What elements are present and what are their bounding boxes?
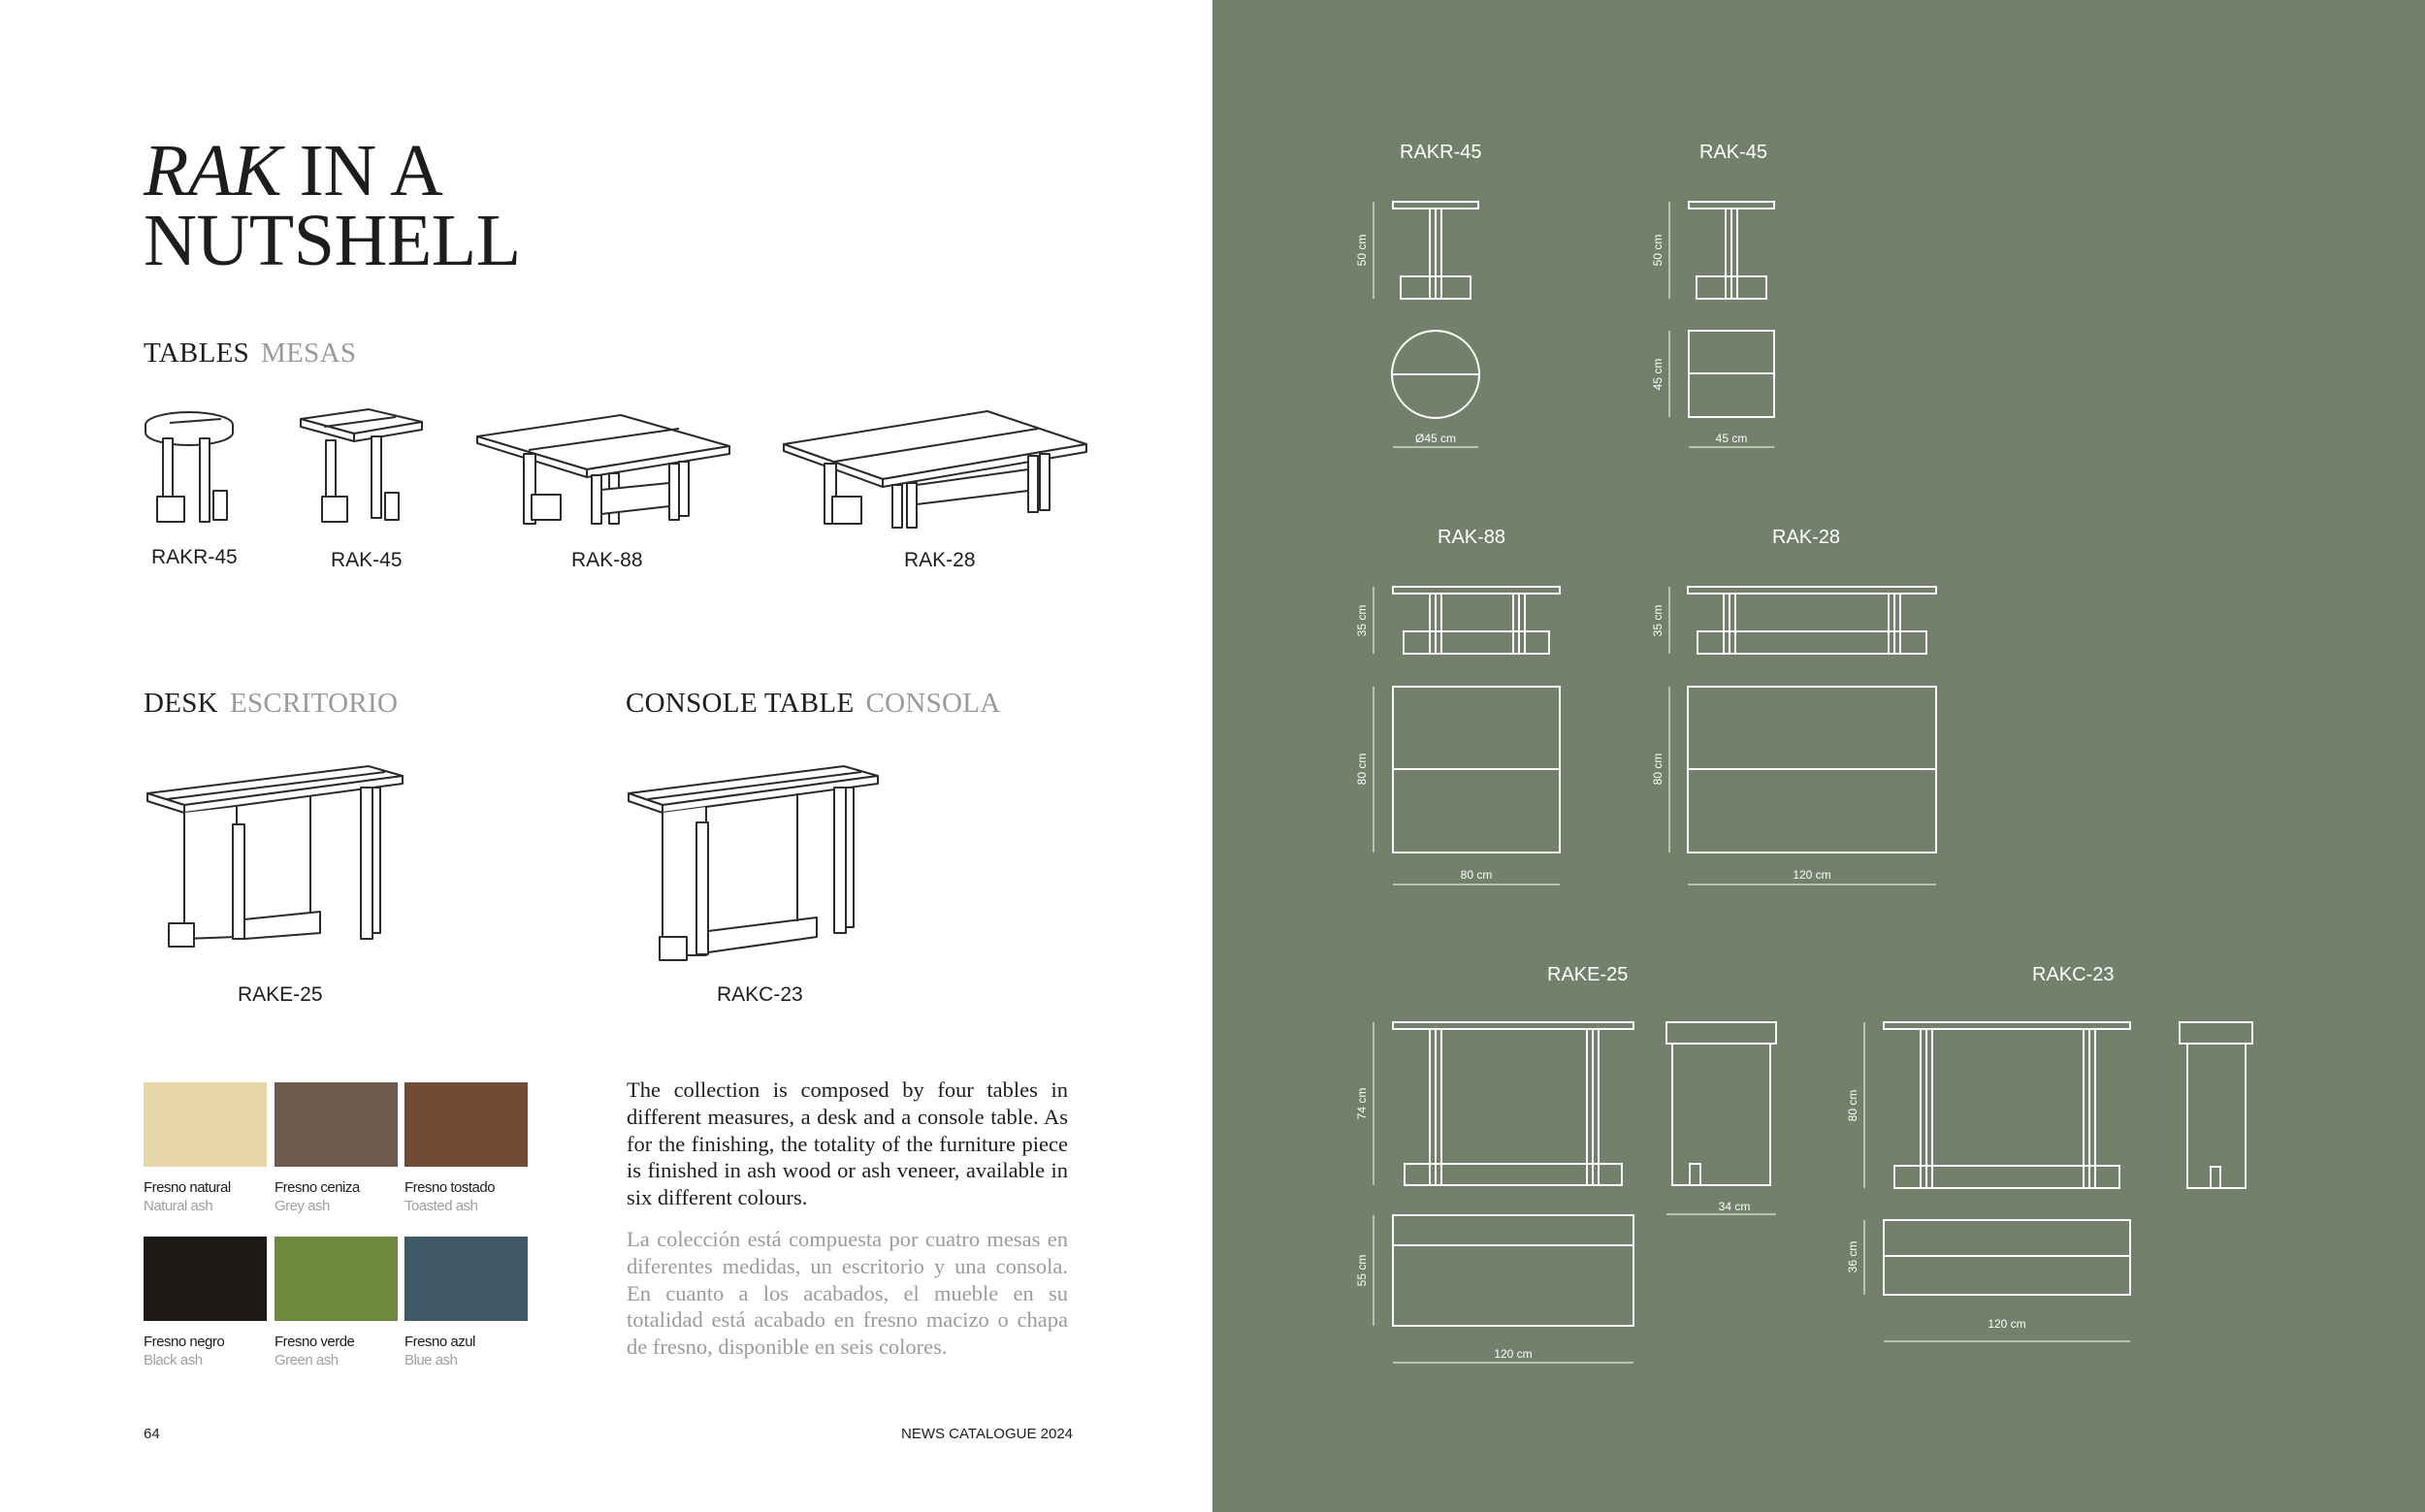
section-alt-label: MESAS (261, 338, 357, 369)
dim-rak28-d: 80 cm (1651, 753, 1665, 786)
drawing-label-rak28: RAK-28 (1772, 527, 1841, 548)
dim-rakc23-d: 36 cm (1846, 1240, 1859, 1273)
swatch-grey-ash (275, 1082, 398, 1167)
left-page (0, 0, 1212, 1512)
swatch-black-ash (144, 1237, 267, 1321)
swatch-name-es: Fresno verde (275, 1334, 355, 1350)
rakc23-illustration (629, 766, 878, 960)
title-line1: IN A (281, 130, 443, 211)
drawing-label-rak45: RAK-45 (1699, 142, 1768, 163)
swatch-label (275, 1333, 354, 1369)
catalogue-name: NEWS CATALOGUE 2024 (901, 1426, 1073, 1442)
dim-rakc23-w: 120 cm (1988, 1317, 2026, 1331)
swatch-name-en: Black ash (144, 1352, 203, 1368)
swatch-name-en: Blue ash (404, 1352, 458, 1368)
swatch-green-ash (275, 1237, 398, 1321)
dim-rakc23-h: 80 cm (1846, 1089, 1859, 1122)
swatch-name-es: Fresno tostado (404, 1179, 496, 1196)
swatch-natural-ash (144, 1082, 267, 1167)
description-spanish: La colección está compuesta por cuatro mesas en diferentes medidas, un escritorio y una consola. En cuanto a los acabados, el mueble en su totalidad está acabado en fresno macizo o chapa de fresno, disponible en seis colores. (627, 1227, 1068, 1360)
dim-rakr45-h: 50 cm (1355, 234, 1369, 267)
swatch-name-en: Natural ash (144, 1198, 213, 1214)
dim-rak88-w: 80 cm (1460, 868, 1493, 882)
swatch-name-en: Toasted ash (404, 1198, 478, 1214)
product-code-rake25: RAKE-25 (238, 983, 323, 1006)
section-label: TABLES (144, 338, 250, 369)
dimension-labels (1212, 0, 2425, 1512)
drawing-label-rakc23: RAKC-23 (2032, 964, 2115, 985)
swatch-label (144, 1333, 224, 1369)
technical-drawings-panel (1212, 0, 2425, 1512)
title-italic: RAK (144, 130, 282, 211)
description-english: The collection is composed by four tables in different measures, a desk and a console table. As for the finishing, the totality of the furniture piece is finished in ash wood or ash veneer, available in six different colours. (627, 1078, 1068, 1210)
swatch-blue-ash (404, 1237, 528, 1321)
page-number: 64 (144, 1426, 160, 1442)
dim-rake25-h: 74 cm (1355, 1087, 1369, 1120)
rakr45-illustration (146, 412, 233, 522)
rak45-illustration (301, 409, 422, 522)
dim-rak28-h: 35 cm (1651, 604, 1665, 637)
dim-rakr45-w: Ø45 cm (1414, 432, 1457, 445)
product-code-rakr45: RAKR-45 (151, 546, 238, 568)
dim-rak88-d: 80 cm (1355, 753, 1369, 786)
swatch-label (404, 1333, 475, 1369)
swatch-name-es: Fresno azul (404, 1334, 475, 1350)
product-code-rak88: RAK-88 (571, 549, 643, 571)
dim-rake25-w: 120 cm (1494, 1347, 1533, 1361)
swatch-label (144, 1178, 231, 1215)
dim-rak88-h: 35 cm (1355, 604, 1369, 637)
rak88-illustration (477, 415, 729, 524)
swatch-name-es: Fresno ceniza (275, 1179, 360, 1196)
product-code-rak28: RAK-28 (904, 549, 976, 571)
drawing-label-rakr45: RAKR-45 (1400, 142, 1482, 163)
product-code-rakc23: RAKC-23 (717, 983, 803, 1006)
swatch-name-en: Green ash (275, 1352, 339, 1368)
product-code-rak45: RAK-45 (331, 549, 403, 571)
dim-rak45-w: 45 cm (1715, 432, 1748, 445)
section-label: DESK (144, 688, 218, 719)
section-label: CONSOLE TABLE (626, 688, 855, 719)
rak28-illustration (784, 411, 1086, 528)
dim-rake25-side: 34 cm (1718, 1200, 1751, 1213)
swatch-label (275, 1178, 360, 1215)
section-alt-label: ESCRITORIO (229, 688, 399, 719)
dim-rake25-d: 55 cm (1355, 1254, 1369, 1287)
swatch-toasted-ash (404, 1082, 528, 1167)
swatch-label (404, 1178, 495, 1215)
swatch-name-es: Fresno negro (144, 1334, 225, 1350)
dim-rak28-w: 120 cm (1793, 868, 1831, 882)
dim-rak45-d: 45 cm (1651, 358, 1665, 391)
swatch-name-en: Grey ash (275, 1198, 330, 1214)
drawing-label-rak88: RAK-88 (1438, 527, 1506, 548)
dim-rak45-h: 50 cm (1651, 234, 1665, 267)
title-line2: NUTSHELL (144, 200, 521, 281)
section-alt-label: CONSOLA (865, 688, 1001, 719)
drawing-label-rake25: RAKE-25 (1547, 964, 1629, 985)
swatch-name-es: Fresno natural (144, 1179, 231, 1196)
rake25-illustration (147, 766, 403, 947)
